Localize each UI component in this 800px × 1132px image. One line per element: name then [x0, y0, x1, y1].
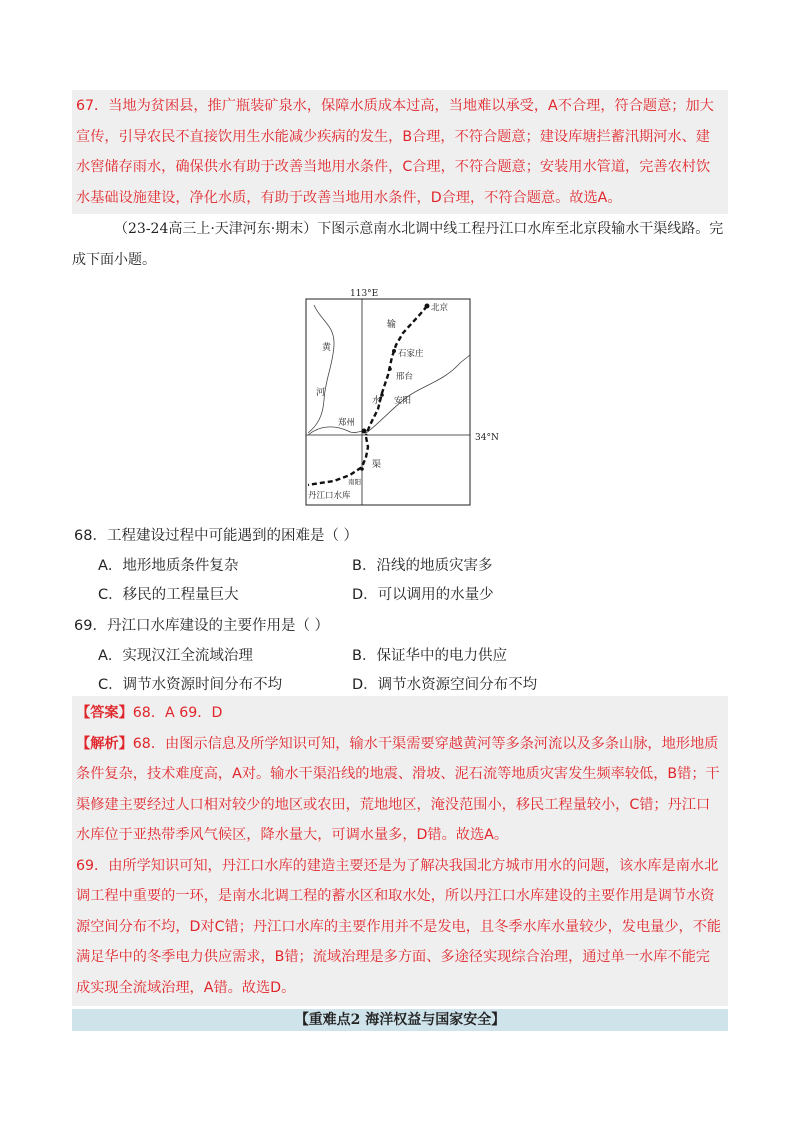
q68-option-b[interactable]: B．沿线的地质灾害多	[352, 558, 493, 574]
intro-text: （23-24高三上·天津河东·期末）下图示意南水北调中线工程丹江口水库至北京段输水干渠线路。完成下面小题。	[72, 221, 724, 268]
answer-analysis-box	[72, 696, 728, 1006]
q69-stem: 69．丹江口水库建设的主要作用是（ ）	[74, 618, 330, 634]
answer-line	[72, 696, 728, 729]
river-label-huang: 黄	[322, 343, 332, 353]
city-xingtai: 邢台	[396, 372, 414, 382]
q69-option-a[interactable]: A．实现汉江全流域治理	[98, 648, 253, 664]
answer-text: 68．A 69．D	[132, 705, 223, 721]
city-shijiazhuang: 石家庄	[398, 349, 424, 359]
danjiangkou-reservoir: 丹江口水库	[308, 491, 351, 501]
city-beijing: 北京	[431, 303, 449, 313]
q68-option-c[interactable]: C．移民的工程量巨大	[98, 587, 239, 603]
xingtai-dot	[388, 367, 392, 371]
question-intro	[72, 214, 732, 276]
longitude-label: 113°E	[350, 289, 379, 299]
analysis-68	[72, 729, 728, 851]
nanyang-dot	[360, 467, 364, 471]
canal-label-shu: 输	[387, 320, 397, 330]
city-anyang: 安阳	[394, 396, 412, 406]
analysis-68-text: 68．由图示信息及所学知识可知，输水干渠需要穿越黄河等多条河流以及多条山脉，地形地质条件复杂，技术难度高，A对。输水干渠沿线的地震、滑坡、泥石流等地质灾害发生频率较低，B错；干渠修建主要经过人口相对较少的地区或农田，荒地地区，淹没范围小，移民工程量较小，C错；丹江口水库位于亚热带季风气候区，降水量大，可调水量多，D错。故选A。	[76, 735, 720, 843]
city-nanyang: 南阳	[348, 478, 361, 486]
q69-option-c[interactable]: C．调节水资源时间分布不均	[98, 677, 283, 693]
beijing-dot	[425, 304, 430, 309]
route-map	[300, 285, 510, 510]
q69-option-b[interactable]: B．保证华中的电力供应	[352, 648, 507, 664]
river-label-he: 河	[316, 388, 326, 398]
q68-option-a[interactable]: A．地形地质条件复杂	[98, 558, 239, 574]
city-zhengzhou: 郑州	[338, 418, 356, 428]
analysis-69: 69．由所学知识可知，丹江口水库的建造主要还是为了解决我国北方城市用水的问题，该水库是南水北调工程中重要的一环，是南水北调工程的蓄水区和取水处，所以丹江口水库建设的主要作用是调节水资源空间分布不均，D对C错；丹江口水库的主要作用并不是发电，且冬季水库水量较少，发电量少，不能满足华中的冬季电力供应需求，B错；流域治理是多方面、多途径实现综合治理，通过单一水库不能完成实现全流域治理，A错。故选D。	[76, 857, 722, 996]
yellow-river-lower	[308, 427, 366, 435]
canal-label-shui: 水	[372, 396, 382, 406]
q68-option-d[interactable]: D．可以调用的水量少	[352, 587, 494, 603]
shijiazhuang-dot	[392, 349, 396, 353]
canal-label-qu: 渠	[372, 460, 382, 470]
analysis-label: 【解析】	[76, 735, 133, 752]
q69-option-d[interactable]: D．调节水资源空间分布不均	[352, 677, 538, 693]
latitude-label: 34°N	[475, 433, 499, 443]
answer-label: 【答案】	[76, 705, 133, 721]
section-banner: 【重难点2 海洋权益与国家安全】	[72, 1009, 728, 1031]
canal-route-north	[366, 306, 427, 435]
q68-stem: 68．工程建设过程中可能遇到的困难是（ ）	[74, 528, 359, 544]
zhengzhou-dot	[362, 429, 367, 434]
yellow-river-upper	[308, 305, 334, 433]
explanation-67-text: 67．当地为贫困县，推广瓶装矿泉水，保障水质成本过高，当地难以承受，A不合理，符合题意；加大宣传，引导农民不直接饮用生水能减少疾病的发生，B合理，不符合题意；建设库塘拦蓄汛期河水、建水窖储存雨水，确保供水有助于改善当地用水条件，C合理，不符合题意；安装用水管道，完善农村饮水基础设施建设，净化水质，有助于改善当地用水条件，D合理，不符合题意。故选A。	[76, 98, 714, 206]
explanation-67-box	[72, 90, 728, 214]
